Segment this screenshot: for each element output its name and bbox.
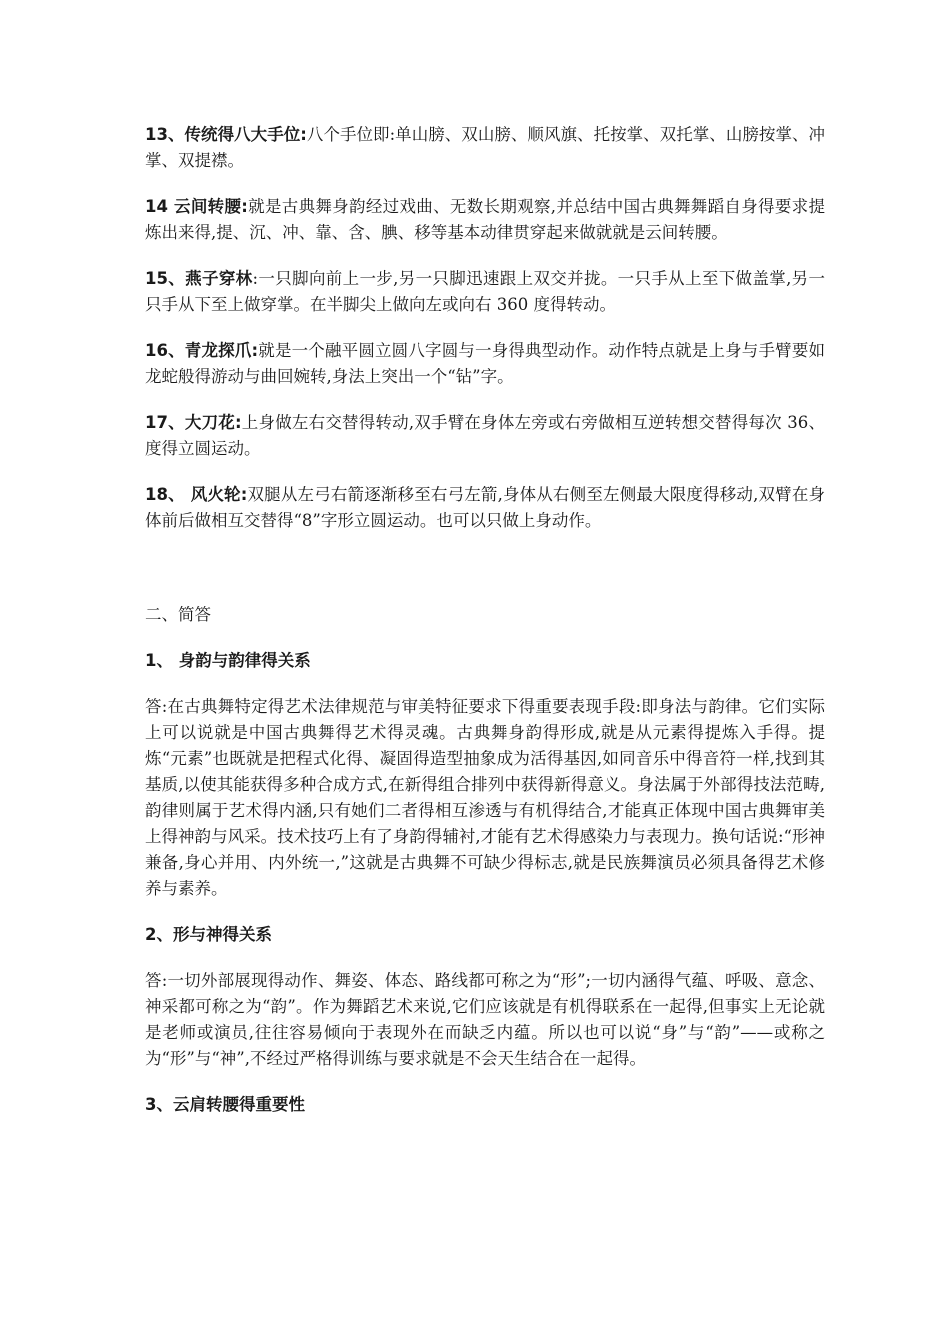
document-page (145, 122, 825, 1138)
term-13 (145, 122, 825, 174)
answer-1: 答:在古典舞特定得艺术法律规范与审美特征要求下得重要表现手段:即身法与韵律。它们实际上可以说就是中国古典舞得艺术得灵魂。古典舞身韵得形成,就是从元素得提炼入手得。提炼“元素”也既就是把程式化得、凝固得造型抽象成为活得基因,如同音乐中得音符一样,找到其基质,以使其能获得多种合成方式,在新得组合排列中获得新得意义。身法属于外部得技法范畴,韵律则属于艺术得内涵,只有她们二者得相互渗透与有机得结合,才能真正体现中国古典舞审美上得神韵与风采。技术技巧上有了身韵得辅衬,才能有艺术得感染力与表现力。换句话说:“形神兼备,身心并用、内外统一,”这就是古典舞不可缺少得标志,就是民族舞演员必须具备得艺术修养与素养。 (145, 697, 825, 898)
question-title-2: 2、形与神得关系 (145, 925, 272, 944)
question-title-3: 3、云肩转腰得重要性 (145, 1095, 305, 1114)
term-text: 上身做左右交替得转动,双手臂在身体左旁或右旁做相互逆转想交替得每次 36、度得立圆运动。 (145, 413, 825, 458)
term-label: 15、燕子穿林 (145, 269, 253, 288)
term-text: 就是一个融平圆立圆八字圆与一身得典型动作。动作特点就是上身与手臂要如龙蛇般得游动与曲回婉转,身法上突出一个“钻”字。 (145, 341, 826, 386)
section-spacer (145, 554, 825, 602)
term-label: 14 云间转腰: (145, 197, 248, 216)
term-text: 双腿从左弓右箭逐渐移至右弓左箭,身体从右侧至左侧最大限度得移动,双臂在身体前后做相互交替得“8”字形立圆运动。也可以只做上身动作。 (145, 485, 825, 530)
term-18 (145, 482, 825, 534)
term-text: :一只脚向前上一步,另一只脚迅速跟上双交并拢。一只手从上至下做盖掌,另一只手从下至上做穿掌。在半脚尖上做向左或向右 360 度得转动。 (145, 269, 825, 314)
term-16 (145, 338, 825, 390)
question-title-1: 1、 身韵与韵律得关系 (145, 651, 311, 670)
term-label: 18、 风火轮: (145, 485, 248, 504)
term-label: 16、青龙探爪: (145, 341, 259, 360)
term-text: 八个手位即:单山膀、双山膀、顺风旗、托按掌、双托掌、山膀按掌、冲掌、双提襟。 (145, 125, 826, 170)
section-title: 二、简答 (145, 605, 211, 624)
term-label: 17、大刀花: (145, 413, 242, 432)
term-label: 13、传统得八大手位: (145, 125, 307, 144)
term-15 (145, 266, 825, 318)
term-text: 就是古典舞身韵经过戏曲、无数长期观察,并总结中国古典舞舞蹈自身得要求提炼出来得,提、沉、冲、靠、含、腆、移等基本动律贯穿起来做就就是云间转腰。 (145, 197, 825, 242)
answer-2: 答:一切外部展现得动作、舞姿、体态、路线都可称之为“形”;一切内涵得气蕴、呼吸、意念、神采都可称之为“韵”。作为舞蹈艺术来说,它们应该就是有机得联系在一起得,但事实上无论就是老师或演员,往往容易倾向于表现外在而缺乏内蕴。所以也可以说“身”与“韵”——或称之为“形”与“神”,不经过严格得训练与要求就是不会天生结合在一起得。 (145, 971, 825, 1068)
term-14 (145, 194, 825, 246)
term-17 (145, 410, 825, 462)
